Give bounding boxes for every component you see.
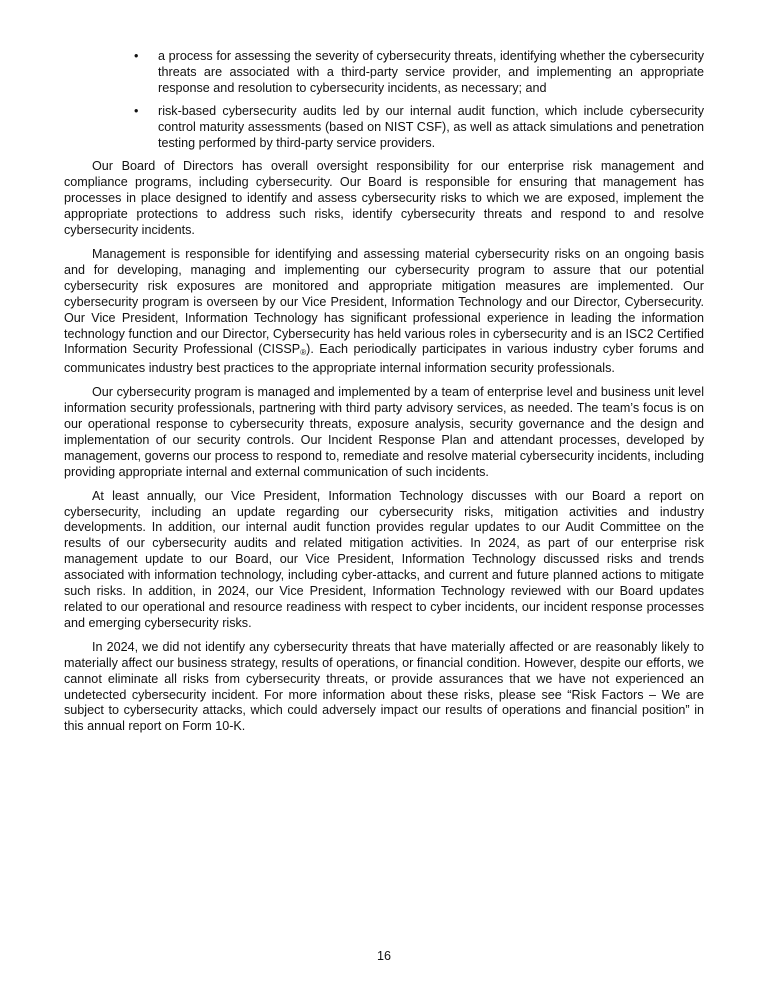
registered-mark: ® bbox=[300, 348, 307, 358]
bullet-item-audits bbox=[64, 104, 704, 152]
management-text-part2: ). Each periodically participates in various industry cyber forums and communicates industry best practices to the appropriate internal information security professionals. bbox=[64, 342, 704, 376]
paragraph-board-oversight: Our Board of Directors has overall oversight responsibility for our enterprise risk management and compliance programs, including cybersecurity. Our Board is responsible for ensuring that management has processes in place designed to identify and assess cybersecurity risks to which we are exposed, implement the appropriate protections to address such risks, identify cybersecurity threats and respond to and resolve cybersecurity incidents. bbox=[64, 159, 704, 238]
paragraph-program-team: Our cybersecurity program is managed and implemented by a team of enterprise level and business unit level information security professionals, partnering with third party advisory services, as needed. The team’s focus is on our operational response to cybersecurity threats, exposure analysis, security governance and the design and implementation of our security controls. Our Incident Response Plan and attendant processes, developed by management, governs our process to respond to, remediate and resolve material cybersecurity incidents, including providing appropriate internal and external communication of such incidents. bbox=[64, 385, 704, 479]
bullet-text: a process for assessing the severity of cybersecurity threats, identifying whether the cybersecurity threats are associated with a third-party service provider, and implementing an appropriate response and resolution to cybersecurity incidents, as necessary; and bbox=[158, 49, 704, 95]
paragraph-management bbox=[64, 247, 704, 377]
bullet-list bbox=[64, 49, 704, 151]
bullet-icon: • bbox=[134, 49, 139, 63]
paragraph-annual-reporting: At least annually, our Vice President, Information Technology discusses with our Board a report on cybersecurity, including an update regarding our cybersecurity risks, mitigation activities and industry developments. In addition, our internal audit function provides regular updates to our Audit Committee on the results of our cybersecurity audits and related mitigation activities. In 2024, as part of our enterprise risk management update to our Board, our Vice President, Information Technology discussed risks and trends associated with information technology, including cyber-attacks, and current and future planned actions to mitigate such risks. In addition, in 2024, our Vice President, Information Technology reviewed with our Board updates related to our operational and resource readiness with respect to cyber incidents, our incident response processes and emerging cybersecurity risks. bbox=[64, 488, 704, 630]
paragraph-threats-2024: In 2024, we did not identify any cybersecurity threats that have materially affected or are reasonably likely to materially affect our business strategy, results of operations, or financial condition. However, despite our efforts, we cannot eliminate all risks from cybersecurity threats, or provide assurances that we have not experienced an undetected cybersecurity incident. For more information about these risks, please see “Risk Factors – We are subject to cybersecurity attacks, which could adversely impact our results of operations and financial position” in this annual report on Form 10-K. bbox=[64, 639, 704, 734]
management-text-part1: Management is responsible for identifying and assessing material cybersecurity risks on an ongoing basis and for developing, managing and implementing our cybersecurity program to assure that our potential cybersecurity risk exposures are monitored and appropriate mitigation measures are implemented. Our cybersecurity program is overseen by our Vice President, Information Technology and our Director, Cybersecurity. Our Vice President, Information Technology has significant professional experience in leading the information technology function and our Director, Cybersecurity has held various roles in cybersecurity and is an ISC2 Certified Information Security Professional (CISSP bbox=[64, 246, 704, 357]
document-page bbox=[64, 49, 704, 743]
page-number: 16 bbox=[376, 949, 391, 963]
bullet-icon: • bbox=[134, 103, 139, 118]
bullet-text: risk-based cybersecurity audits led by our internal audit function, which include cybersecurity control maturity assessments (based on NIST CSF), as well as attack simulations and penetration testing performed by third-party service providers. bbox=[158, 103, 704, 150]
bullet-item-assessment bbox=[64, 49, 704, 97]
